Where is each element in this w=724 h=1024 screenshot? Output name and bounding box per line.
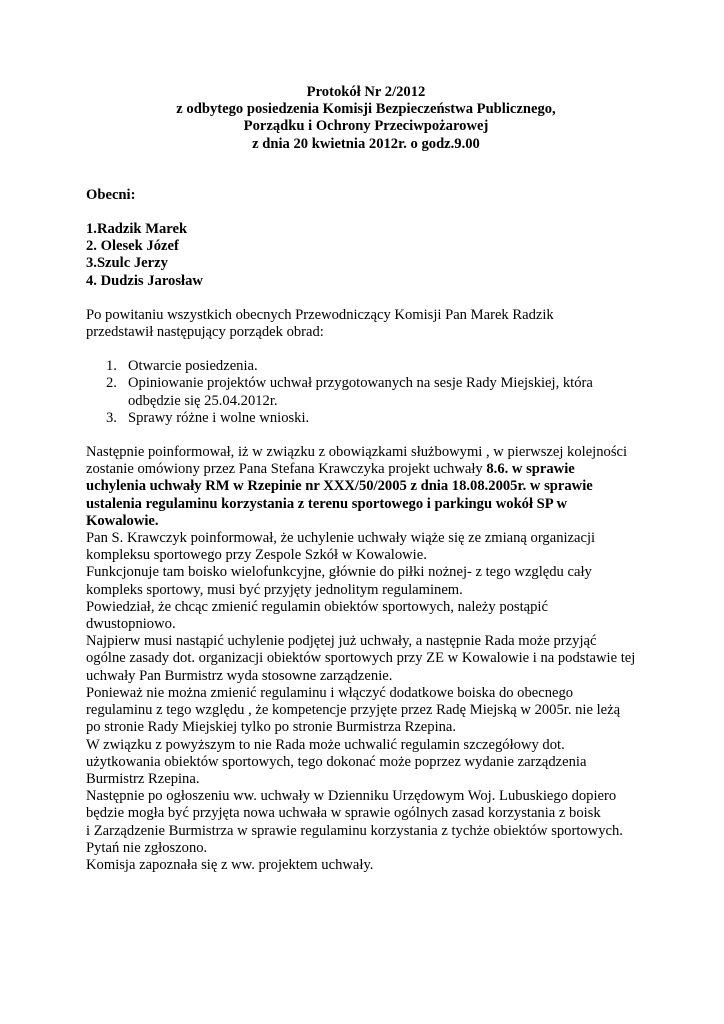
- resolution-title-line: Kowalowie.: [86, 512, 159, 529]
- member-item: 1.Radzik Marek: [86, 221, 188, 238]
- body-line: po stronie Rady Miejskiej tylko po stronie Burmistrza Rzepina.: [86, 719, 457, 736]
- title-line-2: z odbytego posiedzenia Komisji Bezpieczeństwa Publicznego,: [176, 101, 556, 118]
- document-title: [86, 84, 646, 153]
- body-line: uchwały Pan Burmistrz wyda stosowne zarządzenie.: [86, 667, 393, 684]
- members-list: [86, 221, 646, 290]
- agenda-item: [86, 375, 646, 409]
- agenda-number: 1.: [106, 358, 117, 375]
- body-line: Najpierw musi nastąpić uchylenie podjętej już uchwały, a następnie Rada może przyjąć: [86, 633, 597, 650]
- body-line: Pytań nie zgłoszono.: [86, 839, 208, 856]
- body-line: Komisja zapoznała się z ww. projektem uchwały.: [86, 856, 374, 873]
- intro-paragraph: [86, 307, 646, 341]
- title-line-3: Porządku i Ochrony Przeciwpożarowej: [243, 118, 489, 135]
- body-line: użytkowania obiektów sportowych, tego dokonać może poprzez wydanie zarządzenia: [86, 753, 587, 770]
- resolution-title-line: uchylenia uchwały RM w Rzepinie nr XXX/50/2005 z dnia 18.08.2005r. w sprawie: [86, 478, 593, 495]
- agenda-item: [86, 410, 646, 427]
- body-line: Powiedział, że chcąc zmienić regulamin obiektów sportowych, należy postąpić: [86, 598, 548, 615]
- body-line: regulaminu z tego względu , że kompetencje przyjęte przez Radę Miejską w 2005r. nie leżą: [86, 702, 621, 719]
- intro-line: Po powitaniu wszystkich obecnych Przewodniczący Komisji Pan Marek Radzik: [86, 306, 554, 323]
- member-item: 4. Dudzis Jarosław: [86, 272, 203, 289]
- present-heading: Obecni:: [86, 186, 136, 203]
- agenda-text: Opiniowanie projektów uchwał przygotowanych na sesje Rady Miejskiej, która: [128, 375, 593, 392]
- document-page: [86, 84, 646, 874]
- agenda-item: [86, 358, 646, 375]
- agenda-number: 3.: [106, 409, 117, 426]
- agenda-text: odbędzie się 25.04.2012r.: [128, 392, 278, 409]
- agenda-text: Sprawy różne i wolne wnioski.: [128, 409, 310, 426]
- body-text: [86, 444, 646, 874]
- body-line: Funkcjonuje tam boisko wielofunkcyjne, głównie do piłki nożnej- z tego względu cały: [86, 564, 592, 581]
- member-item: 3.Szulc Jerzy: [86, 255, 168, 272]
- body-line: kompleksu sportowego przy Zespole Szkół w Kowalowie.: [86, 547, 427, 564]
- title-line-1: Protokół Nr 2/2012: [306, 84, 426, 100]
- member-item: 2. Olesek Józef: [86, 238, 179, 255]
- body-line: [86, 461, 646, 478]
- agenda-text: Otwarcie posiedzenia.: [128, 358, 258, 375]
- resolution-title-line: ustalenia regulaminu korzystania z terenu sportowego i parkingu wokół SP w: [86, 495, 568, 512]
- body-line: Ponieważ nie można zmienić regulaminu i włączyć dodatkowe boiska do obecnego: [86, 684, 574, 701]
- body-line: Pan S. Krawczyk poinformował, że uchylenie uchwały wiąże się ze zmianą organizacji: [86, 530, 596, 547]
- agenda-number: 2.: [106, 375, 117, 392]
- body-line: Burmistrz Rzepina.: [86, 770, 200, 787]
- body-line: dwustopniowo.: [86, 616, 176, 633]
- body-line: Następnie po ogłoszeniu ww. uchwały w Dzienniku Urzędowym Woj. Lubuskiego dopiero: [86, 788, 617, 805]
- intro-line: przedstawił następujący porządek obrad:: [86, 324, 324, 341]
- body-line: ogólne zasady dot. organizacji obiektów sportowych przy ZE w Kowalowie i na podstawie tej: [86, 650, 636, 667]
- body-line-regular: zostanie omówiony przez Pana Stefana Krawczyka projekt uchwały: [86, 461, 487, 478]
- title-line-4: z dnia 20 kwietnia 2012r. o godz.9.00: [252, 135, 480, 152]
- body-line: Następnie poinformował, iż w związku z obowiązkami służbowymi , w pierwszej kolejności: [86, 444, 628, 461]
- agenda-list: [86, 358, 646, 427]
- resolution-number: 8.6. w sprawie: [486, 461, 575, 478]
- body-line: i Zarządzenie Burmistrza w sprawie regulaminu korzystania z tychże obiektów sportowych.: [86, 822, 623, 839]
- body-line: będzie mogła być przyjęta nowa uchwała w sprawie ogólnych zasad korzystania z boisk: [86, 805, 601, 822]
- body-line: W związku z powyższym to nie Rada może uchwalić regulamin szczegółowy dot.: [86, 736, 565, 753]
- body-line: kompleks sportowy, musi być przyjęty jednolitym regulaminem.: [86, 581, 463, 598]
